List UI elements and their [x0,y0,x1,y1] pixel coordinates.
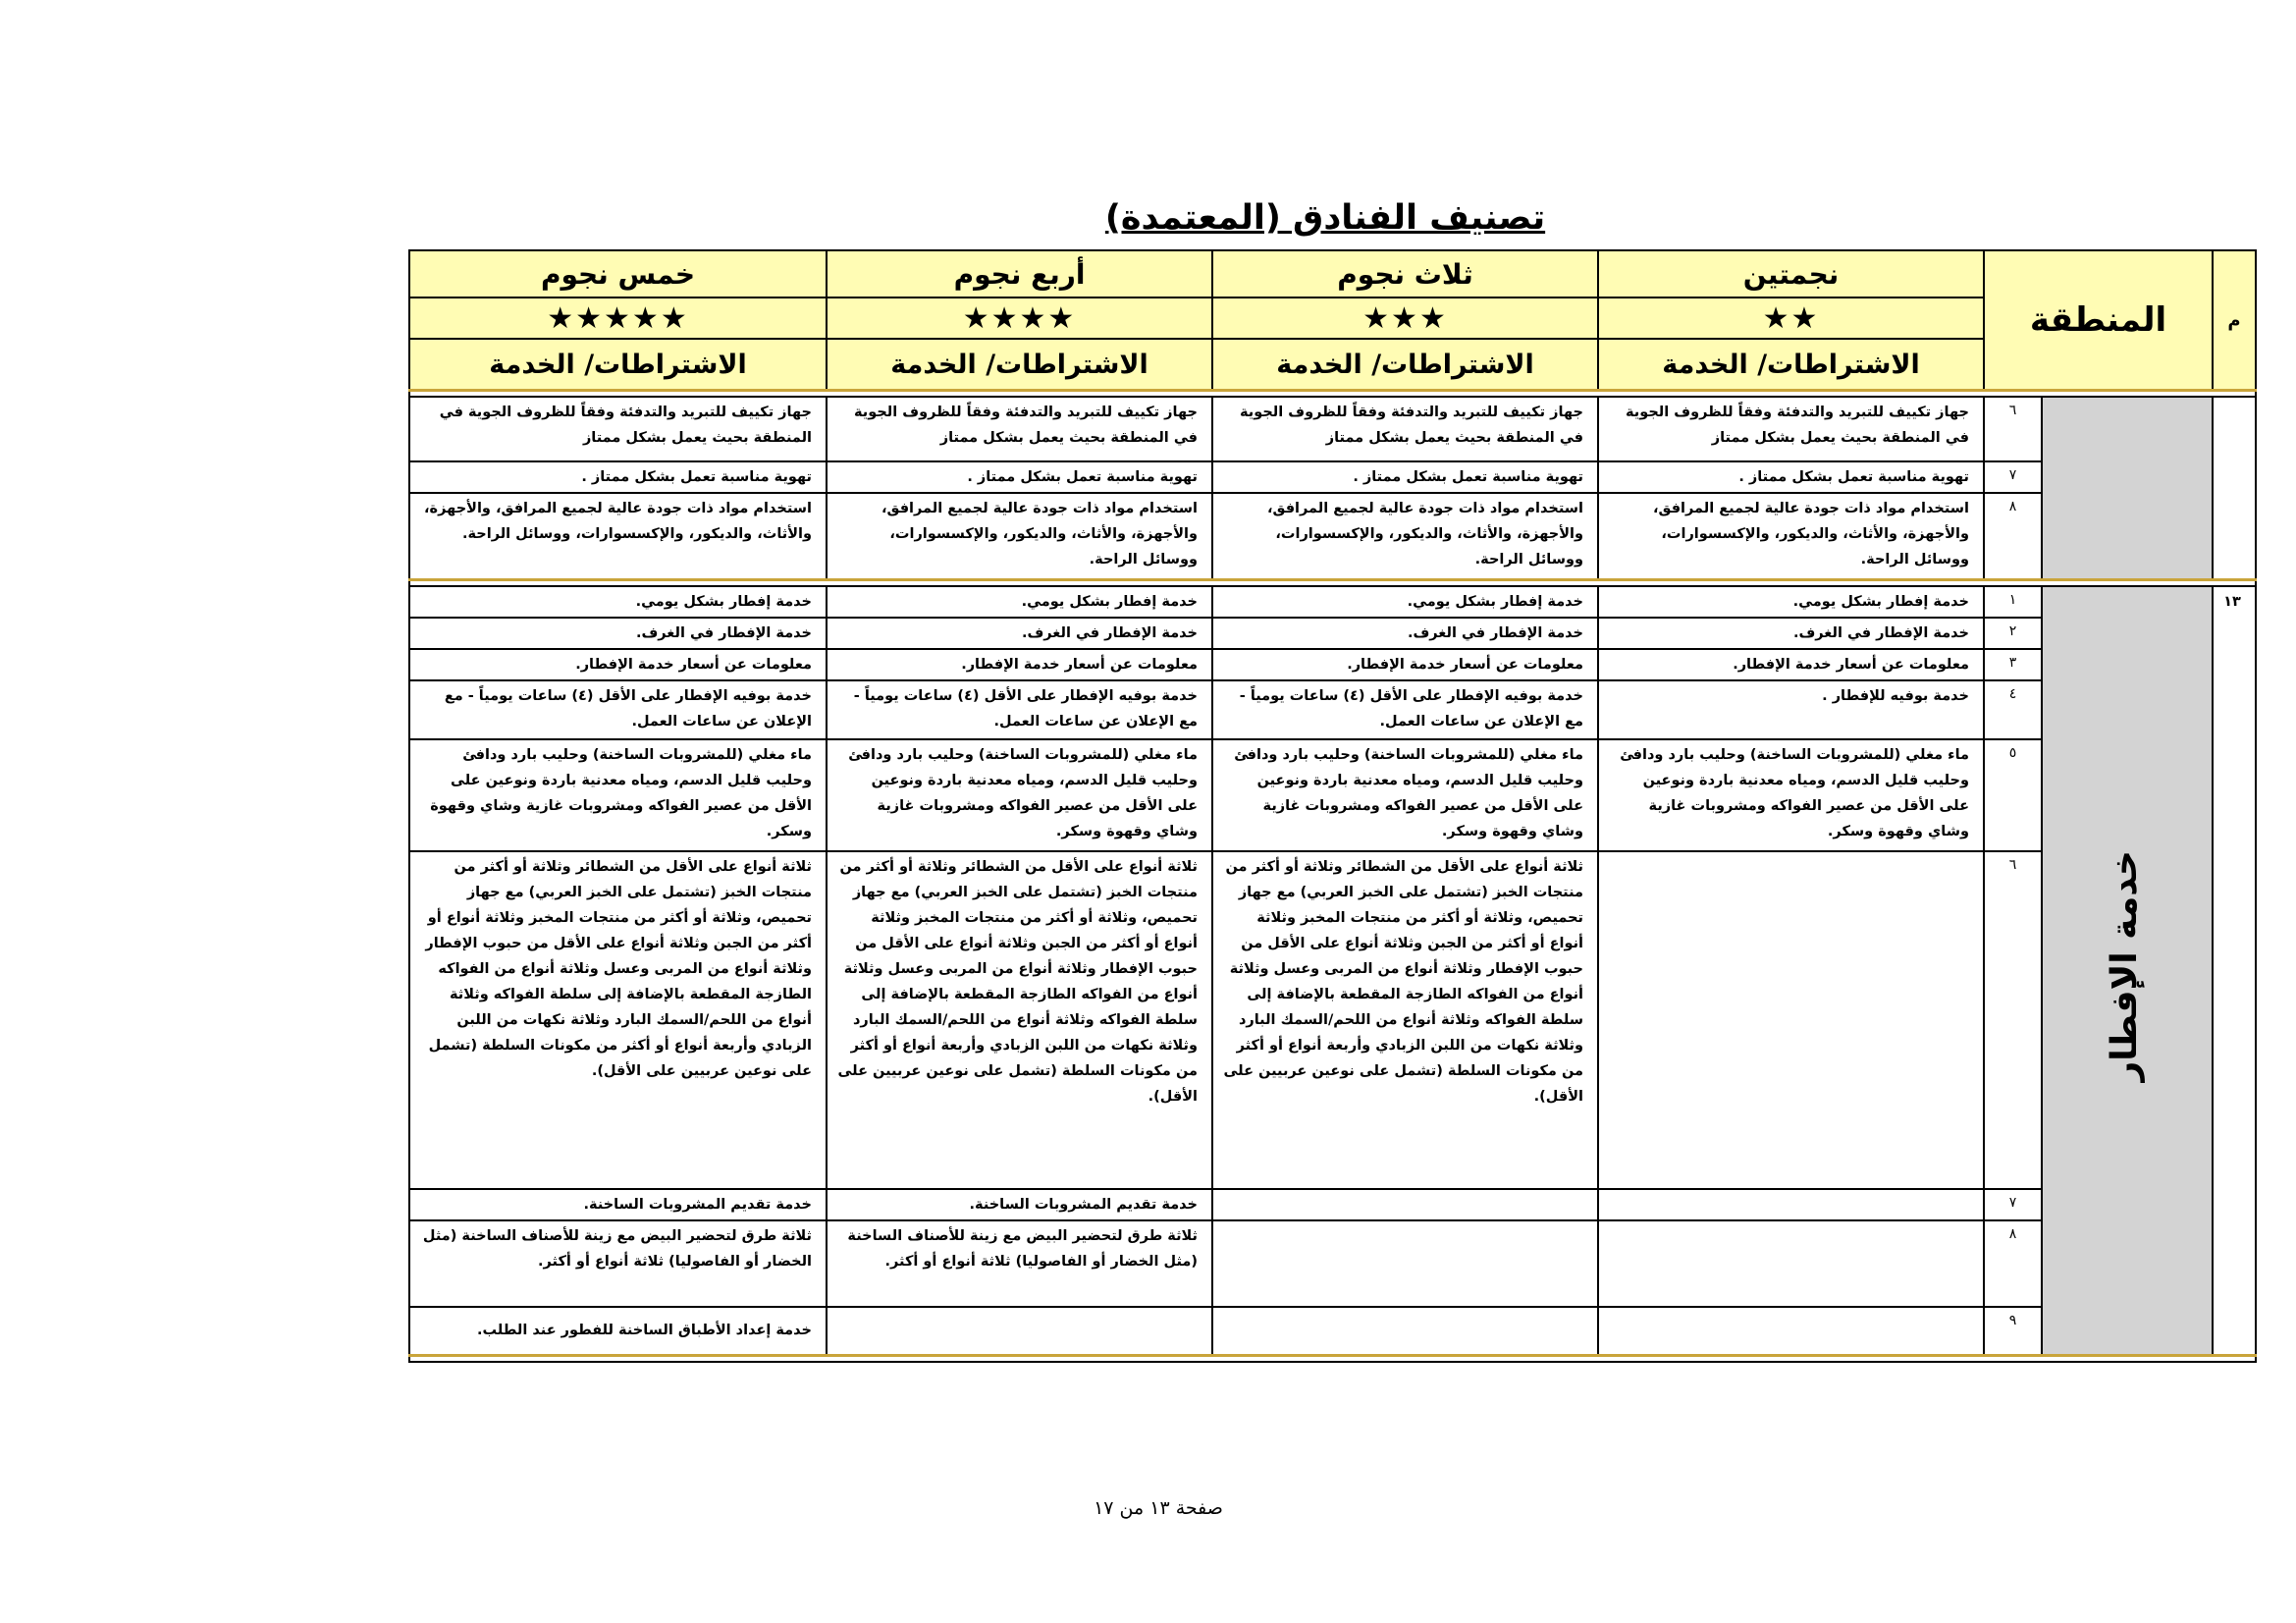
cell-3stars: خدمة الإفطار في الغرف. [1212,618,1598,649]
cell-5stars: خدمة إعداد الأطباق الساخنة للفطور عند الطلب. [409,1307,827,1356]
section2-region-label: خدمة الإفطار [2105,850,2145,1082]
stars-3-icon: ★★★ [1212,298,1598,339]
row-number: ٨ [1984,1220,2042,1307]
cell-4stars: خدمة الإفطار في الغرف. [827,618,1212,649]
header-col-2stars: نجمتين [1598,250,1984,298]
row-number: ٦ [1984,851,2042,1189]
cell-2stars: استخدام مواد ذات جودة عالية لجميع المرافق، والأجهزة، والأثاث، والديكور، والإكسسوارات، ووسائل الراحة. [1598,493,1984,579]
row-number: ٤ [1984,680,2042,739]
row-number: ٥ [1984,739,2042,851]
cell-2stars: خدمة بوفيه للإفطار . [1598,680,1984,739]
cell-4stars: ماء مغلي (للمشروبات الساخنة) وحليب بارد ودافئ وحليب قليل الدسم، ومياه معدنية باردة ونوعين على الأقل من عصير الفواكه ومشروبات غازية وشاي وقهوة وسكر. [827,739,1212,851]
row-number: ٦ [1984,397,2042,461]
cell-3stars: معلومات عن أسعار خدمة الإفطار. [1212,649,1598,680]
cell-5stars: خدمة إفطار بشكل يومي. [409,586,827,618]
table-row [409,739,2256,851]
bottom-separator [409,1356,2256,1363]
cell-5stars: خدمة بوفيه الإفطار على الأقل (٤) ساعات يومياً - مع الإعلان عن ساعات العمل. [409,680,827,739]
header-row-stars [409,298,2256,339]
cell-4stars: خدمة إفطار بشكل يومي. [827,586,1212,618]
cell-2stars: ماء مغلي (للمشروبات الساخنة) وحليب بارد ودافئ وحليب قليل الدسم، ومياه معدنية باردة ونوعين على الأقل من عصير الفواكه ومشروبات غازية وشاي وقهوة وسكر. [1598,739,1984,851]
header-cond-2stars: الاشتراطات/ الخدمة [1598,339,1984,391]
table-row [409,1189,2256,1220]
cell-4stars: معلومات عن أسعار خدمة الإفطار. [827,649,1212,680]
row-number: ٨ [1984,493,2042,579]
row-number: ٣ [1984,649,2042,680]
row-number: ٢ [1984,618,2042,649]
cell-5stars: خدمة تقديم المشروبات الساخنة. [409,1189,827,1220]
section2-m-cell: ١٣ [2213,586,2256,1356]
cell-2stars [1598,1189,1984,1220]
cell-3stars: خدمة بوفيه الإفطار على الأقل (٤) ساعات يومياً - مع الإعلان عن ساعات العمل. [1212,680,1598,739]
cell-3stars: ماء مغلي (للمشروبات الساخنة) وحليب بارد ودافئ وحليب قليل الدسم، ومياه معدنية باردة ونوعين على الأقل من عصير الفواكه ومشروبات غازية وشاي وقهوة وسكر. [1212,739,1598,851]
row-number: ١ [1984,586,2042,618]
cell-4stars [827,1307,1212,1356]
cell-5stars: استخدام مواد ذات جودة عالية لجميع المرافق، والأجهزة، والأثاث، والديكور، والإكسسوارات، ووسائل الراحة. [409,493,827,579]
cell-3stars [1212,1307,1598,1356]
section1-region-cell [2042,397,2213,579]
stars-2-icon: ★★ [1598,298,1984,339]
cell-5stars: معلومات عن أسعار خدمة الإفطار. [409,649,827,680]
table-row [409,1220,2256,1307]
cell-5stars: خدمة الإفطار في الغرف. [409,618,827,649]
table-row [409,851,2256,1189]
table-row [409,493,2256,579]
cell-4stars: استخدام مواد ذات جودة عالية لجميع المرافق، والأجهزة، والأثاث، والديكور، والإكسسوارات، ووسائل الراحة. [827,493,1212,579]
cell-4stars: ثلاثة طرق لتحضير البيض مع زينة للأصناف الساخنة (مثل الخضار أو الفاصوليا) ثلاثة أنواع أو أكثر. [827,1220,1212,1307]
cell-5stars: جهاز تكييف للتبريد والتدفئة وفقاً للظروف الجوية في المنطقة بحيث يعمل بشكل ممتاز [409,397,827,461]
cell-5stars: ماء مغلي (للمشروبات الساخنة) وحليب بارد ودافئ وحليب قليل الدسم، ومياه معدنية باردة ونوعين على الأقل من عصير الفواكه ومشروبات غازية وشاي وقهوة وسكر. [409,739,827,851]
cell-2stars: خدمة إفطار بشكل يومي. [1598,586,1984,618]
cell-5stars: تهوية مناسبة تعمل بشكل ممتاز . [409,461,827,493]
header-cond-3stars: الاشتراطات/ الخدمة [1212,339,1598,391]
cell-3stars: جهاز تكييف للتبريد والتدفئة وفقاً للظروف الجوية في المنطقة بحيث يعمل بشكل ممتاز [1212,397,1598,461]
cell-4stars: ثلاثة أنواع على الأقل من الشطائر وثلاثة أو أكثر من منتجات الخبز (تشتمل على الخبز العربي) مع جهاز تحميص، وثلاثة أو أكثر من منتجات المخبز وثلاثة أنواع أو أكثر من الجبن وثلاثة أنواع على الأقل من حبوب الإفطار وثلاثة أنواع من المربى وعسل وثلاثة أنواع من الفواكه الطازجة المقطعة بالإضافة إلى سلطة الفواكه وثلاثة أنواع من اللحم/السمك البارد وثلاثة نكهات من اللبن الزبادي وأربعة أنواع أو أكثر من مكونات السلطة (تشمل على نوعين عربيين على الأقل). [827,851,1212,1189]
cell-3stars: تهوية مناسبة تعمل بشكل ممتاز . [1212,461,1598,493]
table-row [409,1307,2256,1356]
cell-4stars: خدمة بوفيه الإفطار على الأقل (٤) ساعات يومياً - مع الإعلان عن ساعات العمل. [827,680,1212,739]
cell-4stars: جهاز تكييف للتبريد والتدفئة وفقاً للظروف الجوية في المنطقة بحيث يعمل بشكل ممتاز [827,397,1212,461]
table-row [409,586,2256,618]
header-region: المنطقة [1984,250,2213,391]
cell-2stars: خدمة الإفطار في الغرف. [1598,618,1984,649]
cell-2stars: جهاز تكييف للتبريد والتدفئة وفقاً للظروف الجوية في المنطقة بحيث يعمل بشكل ممتاز [1598,397,1984,461]
classification-table [408,249,2257,1363]
stars-4-icon: ★★★★ [827,298,1212,339]
cell-4stars: تهوية مناسبة تعمل بشكل ممتاز . [827,461,1212,493]
cell-5stars: ثلاثة طرق لتحضير البيض مع زينة للأصناف الساخنة (مثل الخضار أو الفاصوليا) ثلاثة أنواع أو أكثر. [409,1220,827,1307]
cell-4stars: خدمة تقديم المشروبات الساخنة. [827,1189,1212,1220]
page-title: تصنيف الفنادق (المعتمدة) [1104,198,1546,238]
header-col-3stars: ثلاث نجوم [1212,250,1598,298]
cell-2stars: معلومات عن أسعار خدمة الإفطار. [1598,649,1984,680]
cell-2stars [1598,851,1984,1189]
cell-3stars [1212,1189,1598,1220]
row-number: ٩ [1984,1307,2042,1356]
header-cond-5stars: الاشتراطات/ الخدمة [409,339,827,391]
table-row [409,649,2256,680]
section2-region-cell [2042,586,2213,1356]
table-row [409,618,2256,649]
row-number: ٧ [1984,1189,2042,1220]
table-row [409,397,2256,461]
cell-2stars [1598,1307,1984,1356]
header-cond-4stars: الاشتراطات/ الخدمة [827,339,1212,391]
cell-5stars: ثلاثة أنواع على الأقل من الشطائر وثلاثة أو أكثر من منتجات الخبز (تشتمل على الخبز العربي) مع جهاز تحميص، وثلاثة أو أكثر من منتجات المخبز وثلاثة أنواع أو أكثر من الجبن وثلاثة أنواع على الأقل من حبوب الإفطار وثلاثة أنواع من المربى وعسل وثلاثة أنواع من الفواكه الطازجة المقطعة بالإضافة إلى سلطة الفواكه وثلاثة أنواع من اللحم/السمك البارد وثلاثة نكهات من اللبن الزبادي وأربعة أنواع أو أكثر من مكونات السلطة (تشمل على نوعين عربيين على الأقل). [409,851,827,1189]
header-row-titles [409,250,2256,298]
cell-3stars: خدمة إفطار بشكل يومي. [1212,586,1598,618]
section1-m-cell [2213,397,2256,579]
table-row [409,461,2256,493]
header-col-4stars: أربع نجوم [827,250,1212,298]
cell-3stars: استخدام مواد ذات جودة عالية لجميع المرافق، والأجهزة، والأثاث، والديكور، والإكسسوارات، ووسائل الراحة. [1212,493,1598,579]
header-m: م [2213,250,2256,391]
cell-3stars [1212,1220,1598,1307]
page-number: صفحة ١٣ من ١٧ [1094,1497,1223,1519]
table-row [409,680,2256,739]
header-col-5stars: خمس نجوم [409,250,827,298]
cell-3stars: ثلاثة أنواع على الأقل من الشطائر وثلاثة أو أكثر من منتجات الخبز (تشتمل على الخبز العربي) مع جهاز تحميص، وثلاثة أو أكثر من منتجات المخبز وثلاثة أنواع أو أكثر من الجبن وثلاثة أنواع على الأقل من حبوب الإفطار وثلاثة أنواع من المربى وعسل وثلاثة أنواع من الفواكه الطازجة المقطعة بالإضافة إلى سلطة الفواكه وثلاثة أنواع من اللحم/السمك البارد وثلاثة نكهات من اللبن الزبادي وأربعة أنواع أو أكثر من مكونات السلطة (تشمل على نوعين عربيين على الأقل). [1212,851,1598,1189]
header-row-conditions [409,339,2256,391]
cell-2stars: تهوية مناسبة تعمل بشكل ممتاز . [1598,461,1984,493]
stars-5-icon: ★★★★★ [409,298,827,339]
row-number: ٧ [1984,461,2042,493]
cell-2stars [1598,1220,1984,1307]
